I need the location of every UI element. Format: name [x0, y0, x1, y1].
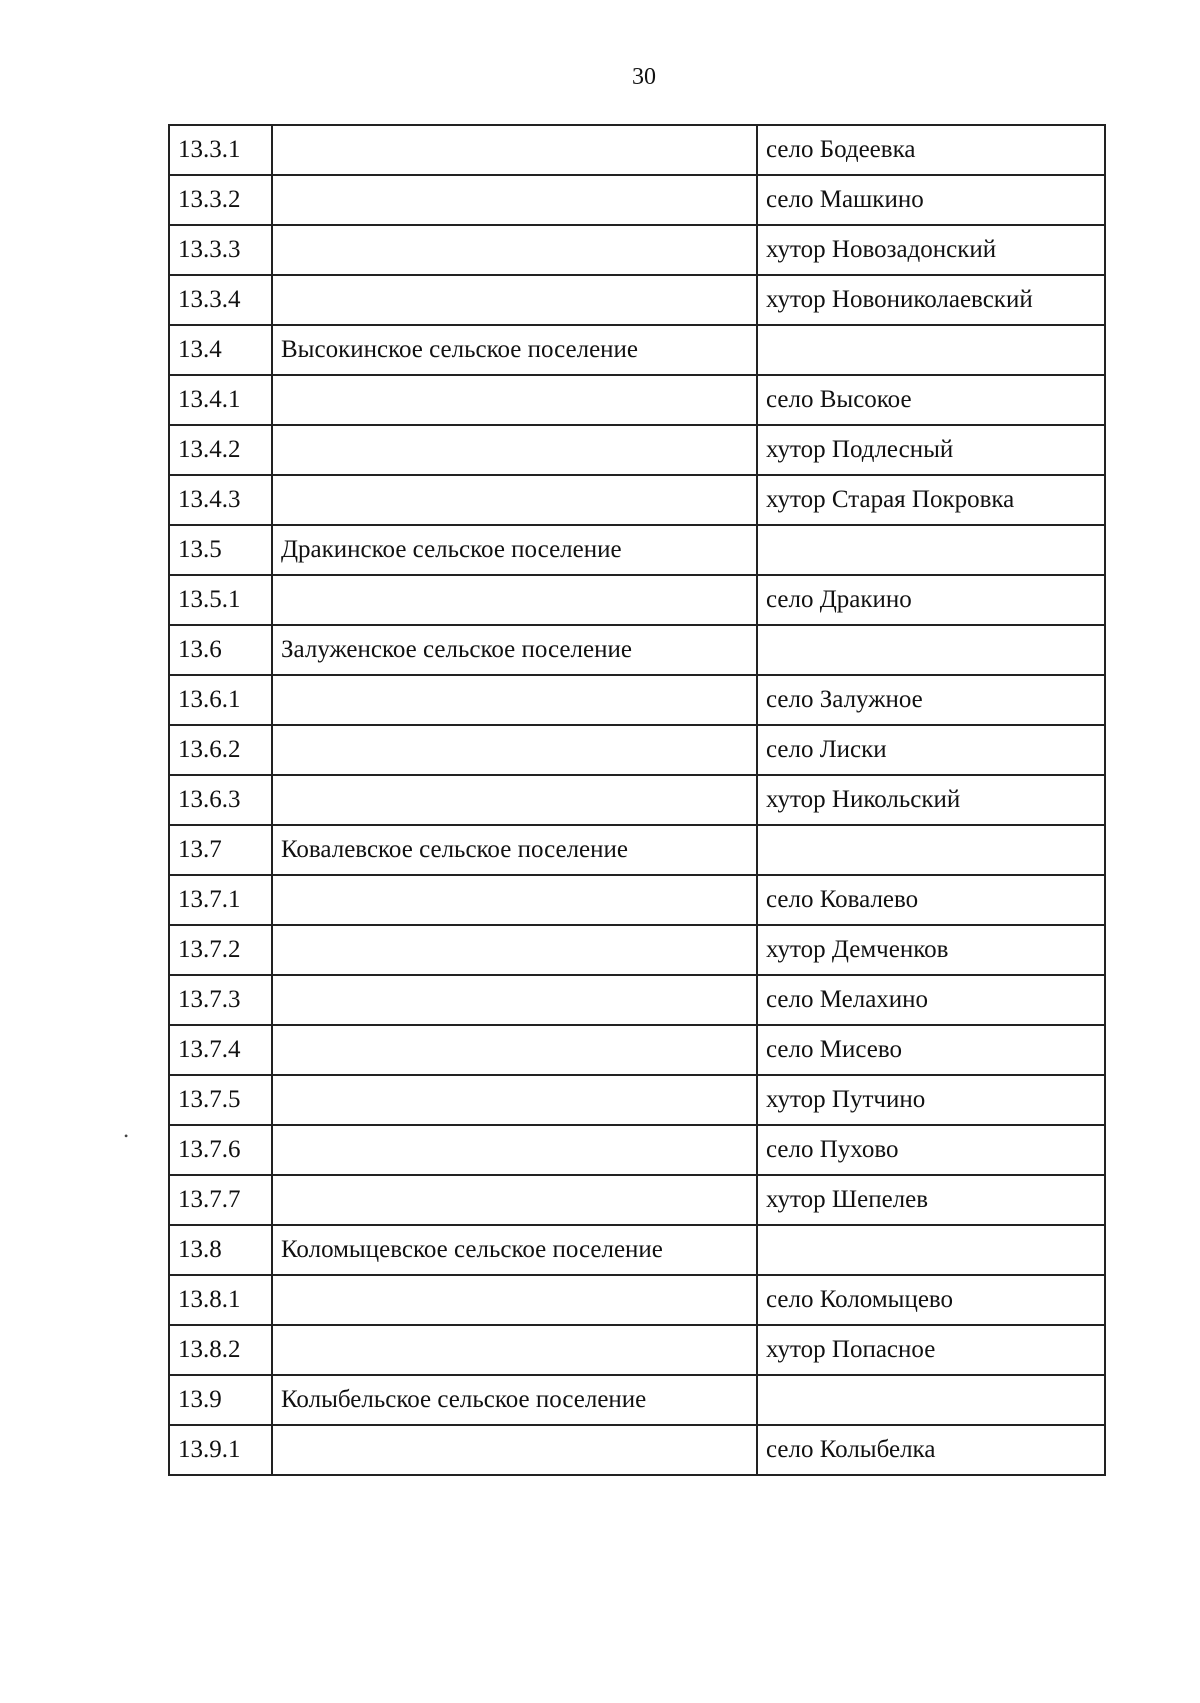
locality-cell: село Мисево	[757, 1025, 1105, 1075]
table-row	[169, 475, 1105, 525]
table-row	[169, 575, 1105, 625]
locality-cell: хутор Демченков	[757, 925, 1105, 975]
table-row	[169, 1275, 1105, 1325]
settlement-cell: Ковалевское сельское поселение	[272, 825, 757, 875]
locality-cell: село Коломыцево	[757, 1275, 1105, 1325]
row-number-cell: 13.3.4	[169, 275, 272, 325]
settlement-cell	[272, 1175, 757, 1225]
row-number-cell: 13.7.1	[169, 875, 272, 925]
row-number-cell: 13.7.2	[169, 925, 272, 975]
settlement-cell	[272, 425, 757, 475]
locality-cell	[757, 825, 1105, 875]
table-row	[169, 775, 1105, 825]
row-number-cell: 13.3.3	[169, 225, 272, 275]
row-number-cell: 13.4.1	[169, 375, 272, 425]
settlement-cell: Высокинское сельское поселение	[272, 325, 757, 375]
locality-cell	[757, 325, 1105, 375]
row-number-cell: 13.6.1	[169, 675, 272, 725]
table-row	[169, 125, 1105, 175]
settlement-cell	[272, 975, 757, 1025]
locality-cell	[757, 625, 1105, 675]
locality-cell: хутор Шепелев	[757, 1175, 1105, 1225]
locality-cell: село Ковалево	[757, 875, 1105, 925]
settlement-cell	[272, 1125, 757, 1175]
settlement-cell	[272, 1325, 757, 1375]
table-row	[169, 175, 1105, 225]
settlement-cell	[272, 675, 757, 725]
row-number-cell: 13.7.6	[169, 1125, 272, 1175]
settlement-cell	[272, 125, 757, 175]
table-row	[169, 1375, 1105, 1425]
settlement-cell: Дракинское сельское поселение	[272, 525, 757, 575]
table-row	[169, 875, 1105, 925]
row-number-cell: 13.8	[169, 1225, 272, 1275]
settlement-cell	[272, 225, 757, 275]
row-number-cell: 13.7.7	[169, 1175, 272, 1225]
table-row	[169, 725, 1105, 775]
settlement-cell	[272, 375, 757, 425]
settlement-cell: Залуженское сельское поселение	[272, 625, 757, 675]
locality-cell: село Машкино	[757, 175, 1105, 225]
locality-cell: хутор Старая Покровка	[757, 475, 1105, 525]
locality-cell: хутор Попасное	[757, 1325, 1105, 1375]
settlement-cell	[272, 175, 757, 225]
table-row	[169, 825, 1105, 875]
locality-cell: село Дракино	[757, 575, 1105, 625]
table-row	[169, 325, 1105, 375]
locality-cell: хутор Никольский	[757, 775, 1105, 825]
locality-cell	[757, 525, 1105, 575]
table-row	[169, 1125, 1105, 1175]
table-row	[169, 1325, 1105, 1375]
locality-cell: хутор Новониколаевский	[757, 275, 1105, 325]
settlement-cell	[272, 775, 757, 825]
row-number-cell: 13.5.1	[169, 575, 272, 625]
table-row	[169, 675, 1105, 725]
locality-cell: село Пухово	[757, 1125, 1105, 1175]
settlements-table	[168, 124, 1106, 1476]
row-number-cell: 13.4.2	[169, 425, 272, 475]
locality-cell: село Высокое	[757, 375, 1105, 425]
settlement-cell	[272, 925, 757, 975]
row-number-cell: 13.6	[169, 625, 272, 675]
settlement-cell: Коломыцевское сельское поселение	[272, 1225, 757, 1275]
row-number-cell: 13.9.1	[169, 1425, 272, 1475]
row-number-cell: 13.6.2	[169, 725, 272, 775]
settlement-cell	[272, 475, 757, 525]
row-number-cell: 13.7	[169, 825, 272, 875]
settlement-cell	[272, 725, 757, 775]
locality-cell: хутор Путчино	[757, 1075, 1105, 1125]
row-number-cell: 13.3.1	[169, 125, 272, 175]
settlement-cell: Колыбельское сельское поселение	[272, 1375, 757, 1425]
row-number-cell: 13.8.1	[169, 1275, 272, 1325]
settlement-cell	[272, 575, 757, 625]
table-row	[169, 1425, 1105, 1475]
table-row	[169, 225, 1105, 275]
table-row	[169, 275, 1105, 325]
row-number-cell: 13.6.3	[169, 775, 272, 825]
locality-cell: село Колыбелка	[757, 1425, 1105, 1475]
locality-cell: хутор Подлесный	[757, 425, 1105, 475]
locality-cell: село Лиски	[757, 725, 1105, 775]
row-number-cell: 13.4	[169, 325, 272, 375]
table-row	[169, 625, 1105, 675]
row-number-cell: 13.7.3	[169, 975, 272, 1025]
settlement-cell	[272, 1425, 757, 1475]
table-row	[169, 925, 1105, 975]
locality-cell	[757, 1375, 1105, 1425]
scan-speck: •	[124, 1129, 129, 1143]
settlement-cell	[272, 275, 757, 325]
row-number-cell: 13.3.2	[169, 175, 272, 225]
settlement-cell	[272, 1025, 757, 1075]
table-row	[169, 425, 1105, 475]
locality-cell	[757, 1225, 1105, 1275]
page-number: 30	[632, 64, 656, 90]
settlement-cell	[272, 1075, 757, 1125]
settlement-cell	[272, 1275, 757, 1325]
locality-cell: село Залужное	[757, 675, 1105, 725]
locality-cell: хутор Новозадонский	[757, 225, 1105, 275]
table-row	[169, 525, 1105, 575]
table-row	[169, 1025, 1105, 1075]
settlement-cell	[272, 875, 757, 925]
locality-cell: село Мелахино	[757, 975, 1105, 1025]
row-number-cell: 13.4.3	[169, 475, 272, 525]
row-number-cell: 13.8.2	[169, 1325, 272, 1375]
table-row	[169, 1075, 1105, 1125]
row-number-cell: 13.7.4	[169, 1025, 272, 1075]
row-number-cell: 13.5	[169, 525, 272, 575]
row-number-cell: 13.9	[169, 1375, 272, 1425]
table-row	[169, 975, 1105, 1025]
row-number-cell: 13.7.5	[169, 1075, 272, 1125]
locality-cell: село Бодеевка	[757, 125, 1105, 175]
table-row	[169, 375, 1105, 425]
table-body	[169, 125, 1105, 1475]
table-row	[169, 1175, 1105, 1225]
table-row	[169, 1225, 1105, 1275]
